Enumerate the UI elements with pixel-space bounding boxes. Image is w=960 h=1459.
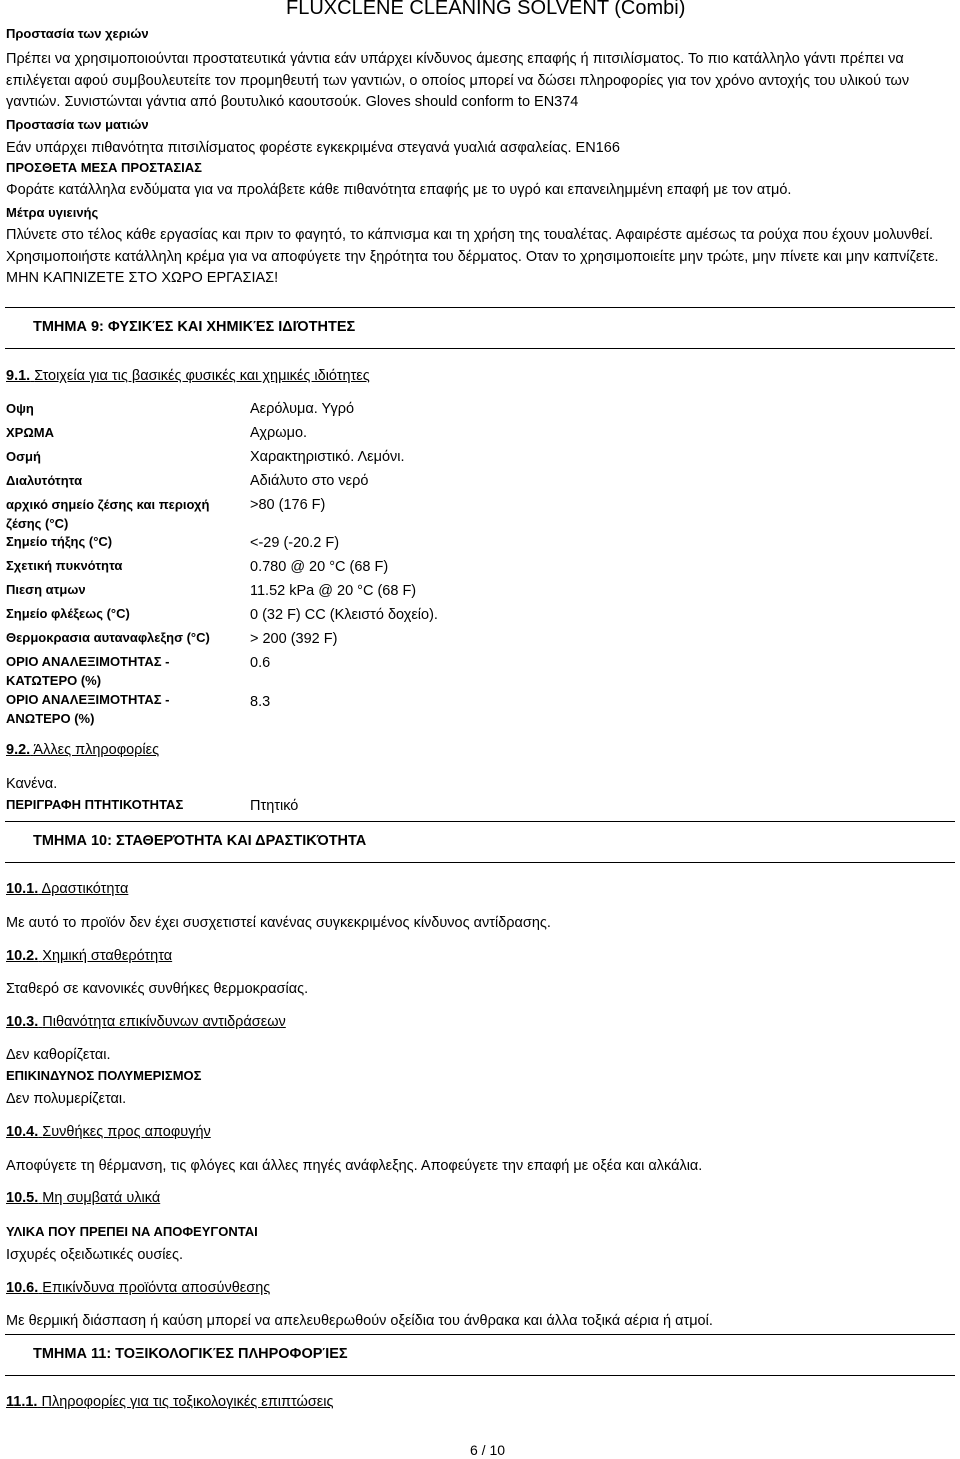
prop-value-odour: Χαρακτηριστικό. Λεμόνι. [250, 449, 405, 465]
subsection-11-1-title: Πληροφορίες για τις τοξικολογικές επιπτώσεις [41, 1394, 334, 1410]
section-9-bar [5, 307, 955, 349]
subsection-10-1-title: Δραστικότητα [41, 881, 129, 897]
subsection-9-1-number: 9.1. [6, 368, 31, 384]
subsection-10-2-title: Χημική σταθερότητα [42, 948, 173, 964]
hygiene-text: Πλύνετε στο τέλος κάθε εργασίας και πριν το φαγητό, το κάπνισμα και τη χρήση της τουαλέτας. Αφαιρέστε αμέσως τα ρούχα που έχουν μολυνθεί. Χρησιμοποιήστε κατάλληλη κρέμα για να αποφύγετε την ξηρότητα του δέρματος. Οταν το χρησιμοποιείτε μην τρώτε, μην πίνετε και μην καπνίζετε. ΜΗΝ ΚΑΠΝΙΖΕΤΕ ΣΤΟ ΧΩΡΟ ΕΡΓΑΣΙΑΣ! [6, 227, 939, 286]
section-10-title: ΤΜΗΜΑ 10: ΣΤΑΘΕΡΌΤΗΤΑ ΚΑΙ ΔΡΑΣΤΙΚΌΤΗΤΑ [33, 833, 367, 849]
document-title: FLUXCLENE CLEANING SOLVENT (Combi) [286, 0, 686, 19]
subsection-10-6-title: Επικίνδυνα προϊόντα αποσύνθεσης [42, 1280, 271, 1296]
prop-value-upper-explosive-limit: 8.3 [250, 694, 271, 710]
subsection-10-3-title: Πιθανότητα επικίνδυνων αντιδράσεων [42, 1014, 286, 1030]
subsection-10-3 [6, 1013, 286, 1031]
subsection-10-5-title: Μη συμβατά υλικά [42, 1190, 161, 1206]
prop-label-lower-explosive-limit: ΟΡΙΟ ΑΝΑΛΕΞΙΜΟΤΗΤΑΣ - ΚΑΤΩΤΕΡΟ (%) [6, 654, 170, 688]
volatility-label: ΠΕΡΙΓΡΑΦΗ ΠΤΗΤΙΚΟΤΗΤΑΣ [6, 797, 184, 812]
prop-value-melting-point: <-29 (-20.2 F) [250, 535, 340, 551]
subsection-11-1 [6, 1393, 333, 1411]
prop-label-colour: ΧΡΩΜΑ [6, 425, 54, 440]
materials-to-avoid-text: Ισχυρές οξειδωτικές ουσίες. [6, 1247, 184, 1263]
prop-label-solubility: Διαλυτότητα [6, 473, 83, 488]
subsection-10-2-number: 10.2. [6, 948, 39, 964]
conditions-to-avoid-text: Αποφύγετε τη θέρμανση, τις φλόγες και άλλες πηγές ανάφλεξης. Αποφεύγετε την επαφή με οξέα και αλκάλια. [6, 1158, 703, 1174]
eye-protection-heading: Προστασία των ματιών [6, 117, 149, 132]
page-number: 6 / 10 [470, 1442, 506, 1458]
subsection-10-2 [6, 947, 172, 965]
prop-value-flash-point: 0 (32 F) CC (Κλειστό δοχείο). [250, 607, 438, 623]
prop-value-solubility: Αδιάλυτο στο νερό [250, 473, 369, 489]
subsection-9-2-title: Άλλες πληροφορίες [33, 742, 160, 758]
subsection-9-1 [6, 367, 370, 385]
subsection-10-3-number: 10.3. [6, 1014, 39, 1030]
subsection-10-5-number: 10.5. [6, 1190, 39, 1206]
prop-value-boiling-point: >80 (176 F) [250, 497, 326, 513]
hand-protection-heading: Προστασία των χεριών [6, 26, 149, 41]
hygiene-heading: Μέτρα υγιεινής [6, 205, 99, 220]
subsection-10-4-title: Συνθήκες προς αποφυγήν [42, 1124, 211, 1140]
section-9-title: ΤΜΗΜΑ 9: ΦΥΣΙΚΈΣ ΚΑΙ ΧΗΜΙΚΈΣ ΙΔΙΌΤΗΤΕΣ [33, 319, 356, 335]
prop-value-relative-density: 0.780 @ 20 °C (68 F) [250, 559, 389, 575]
subsection-10-1 [6, 880, 128, 898]
prop-value-vapour-pressure: 11.52 kPa @ 20 °C (68 F) [250, 583, 417, 599]
prop-label-appearance: Οψη [6, 401, 34, 416]
hazardous-polymerisation-text: Δεν πολυμερίζεται. [6, 1091, 127, 1107]
subsection-10-6-number: 10.6. [6, 1280, 39, 1296]
prop-label-upper-explosive-limit: ΟΡΙΟ ΑΝΑΛΕΞΙΜΟΤΗΤΑΣ - ΑΝΩΤΕΡΟ (%) [6, 692, 170, 726]
subsection-10-4 [6, 1123, 211, 1141]
prop-label-boiling-point: αρχικό σημείο ζέσης και περιοχή ζέσης (°C) [6, 497, 210, 531]
hazardous-reactions-text: Δεν καθορίζεται. [6, 1047, 111, 1063]
subsection-10-1-number: 10.1. [6, 881, 39, 897]
decomposition-products-text: Με θερμική διάσπαση ή καύση μπορεί να απελευθερωθούν οξείδια του άνθρακα και άλλα τοξικά αέρια ή ατμοί. [6, 1313, 713, 1329]
prop-value-autoignition: > 200 (392 F) [250, 631, 338, 647]
prop-value-appearance: Αερόλυμα. Υγρό [250, 401, 355, 417]
other-information-value: Κανένα. [6, 776, 58, 792]
prop-value-colour: Αχρωμο. [250, 425, 308, 441]
materials-to-avoid-heading: ΥΛΙΚΑ ΠΟΥ ΠΡΕΠΕΙ ΝΑ ΑΠΟΦΕΥΓΟΝΤΑΙ [6, 1224, 258, 1239]
subsection-10-4-number: 10.4. [6, 1124, 39, 1140]
prop-label-flash-point: Σημείο φλέξεως (°C) [6, 606, 130, 621]
prop-label-melting-point: Σημείο τήξης (°C) [6, 534, 113, 549]
section-10-bar [5, 821, 955, 863]
hand-protection-text: Πρέπει να χρησιμοποιούνται προστατευτικά γάντια εάν υπάρχει κίνδυνος άμεσης επαφής ή πιτσιλίσματος. Το πιο κατάλληλο γάντι πρέπει να επιλέγεται αφού συμβουλευτείτε τον προμηθευτή των γαντιών, ο οποίος μπορεί να δώσει πληροφορίες για τον χρόνο αντοχής του υλικού των γαντιών. Συνιστώνται γάντια από βουτυλικό καουτσούκ. Gloves should conform to EN374 [6, 51, 910, 110]
subsection-11-1-number: 11.1. [6, 1394, 38, 1410]
reactivity-text: Με αυτό το προϊόν δεν έχει συσχετιστεί κανένας συγκεκριμένος κίνδυνος αντίδρασης. [6, 915, 551, 931]
chemical-stability-text: Σταθερό σε κανονικές συνθήκες θερμοκρασίας. [6, 981, 309, 997]
eye-protection-text: Εάν υπάρχει πιθανότητα πιτσιλίσματος φορέστε εγκεκριμένα στεγανά γυαλιά ασφαλείας. EN166 [6, 140, 620, 156]
subsection-9-2-number: 9.2. [6, 742, 31, 758]
volatility-value: Πτητικό [250, 798, 299, 814]
extra-protection-text: Φοράτε κατάλληλα ενδύματα για να προλάβετε κάθε πιθανότητα επαφής με το υγρό και επανειλημμένη επαφή με τον ατμό. [6, 182, 792, 198]
prop-label-vapour-pressure: Πιεση ατμων [6, 582, 86, 597]
subsection-9-1-title: Στοιχεία για τις βασικές φυσικές και χημικές ιδιότητες [34, 368, 370, 384]
section-11-bar [5, 1334, 955, 1376]
prop-label-autoignition: Θερμοκρασια αυταναφλεξησ (°C) [6, 630, 210, 645]
section-11-title: ΤΜΗΜΑ 11: ΤΟΞΙΚΟΛΟΓΙΚΈΣ ΠΛΗΡΟΦΟΡΊΕΣ [33, 1346, 348, 1362]
prop-label-relative-density: Σχετική πυκνότητα [6, 558, 123, 573]
prop-label-odour: Οσμή [6, 449, 41, 464]
prop-value-lower-explosive-limit: 0.6 [250, 655, 271, 671]
subsection-10-5 [6, 1189, 160, 1207]
hazardous-polymerisation-heading: ΕΠΙΚΙΝΔΥΝΟΣ ΠΟΛΥΜΕΡΙΣΜΟΣ [6, 1068, 202, 1083]
subsection-10-6 [6, 1279, 270, 1297]
extra-protection-heading: ΠΡΟΣΘΕΤΑ ΜΕΣΑ ΠΡΟΣΤΑΣΙΑΣ [6, 160, 202, 175]
subsection-9-2 [6, 741, 159, 759]
